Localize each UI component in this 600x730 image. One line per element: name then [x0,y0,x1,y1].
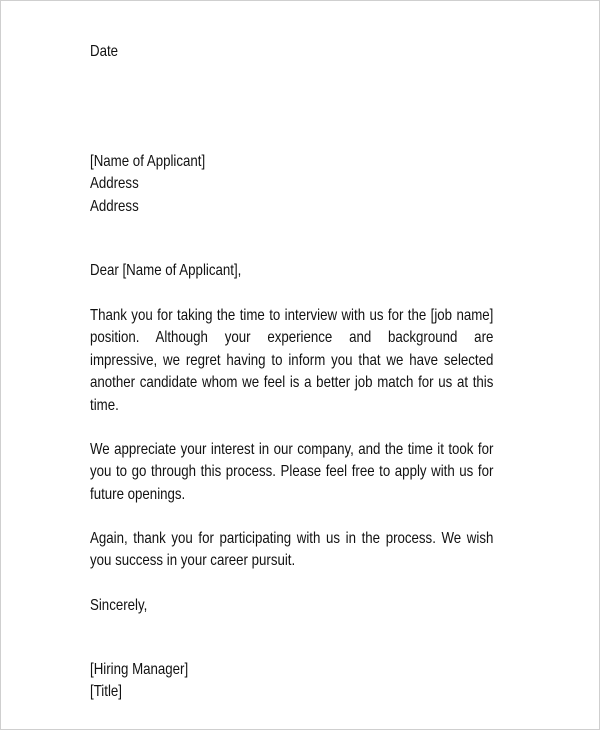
signer-name: [Hiring Manager] [90,661,189,678]
paragraph-line: Again, thank you for participating with us in the process. We wish [90,530,494,547]
salutation [90,260,493,282]
paragraph-line: future openings. [90,485,186,503]
paragraph-line: you to go through this process. Please feel free to apply with us for [90,463,494,481]
recipient-address-2: Address [90,197,139,215]
paragraph-3 [90,528,493,573]
paragraph-line: position. Although your experience and background are [90,329,494,347]
recipient-name: [Name of Applicant] [90,153,206,170]
recipient-address-1: Address [90,175,139,193]
paragraph-1 [90,305,493,417]
paragraph-line: time. [90,396,119,414]
date-text: Date [90,43,119,60]
signer-title: [Title] [90,683,122,701]
salutation-text: Dear [Name of Applicant], [90,262,242,279]
date [90,41,493,63]
paragraph-line: We appreciate your interest in our company, and the time it took for [90,441,494,458]
closing [90,595,493,617]
recipient-block [90,151,493,218]
paragraph-line: impressive, we regret having to inform you that we have selected [90,351,494,369]
paragraph-line: Thank you for taking the time to interview with us for the [job name] [90,307,494,324]
paragraph-line: another candidate whom we feel is a better job match for us at this [90,374,494,392]
paragraph-2 [90,439,493,506]
signature-block [90,659,493,704]
closing-text: Sincerely, [90,597,148,614]
paragraph-line: you success in your career pursuit. [90,552,296,570]
